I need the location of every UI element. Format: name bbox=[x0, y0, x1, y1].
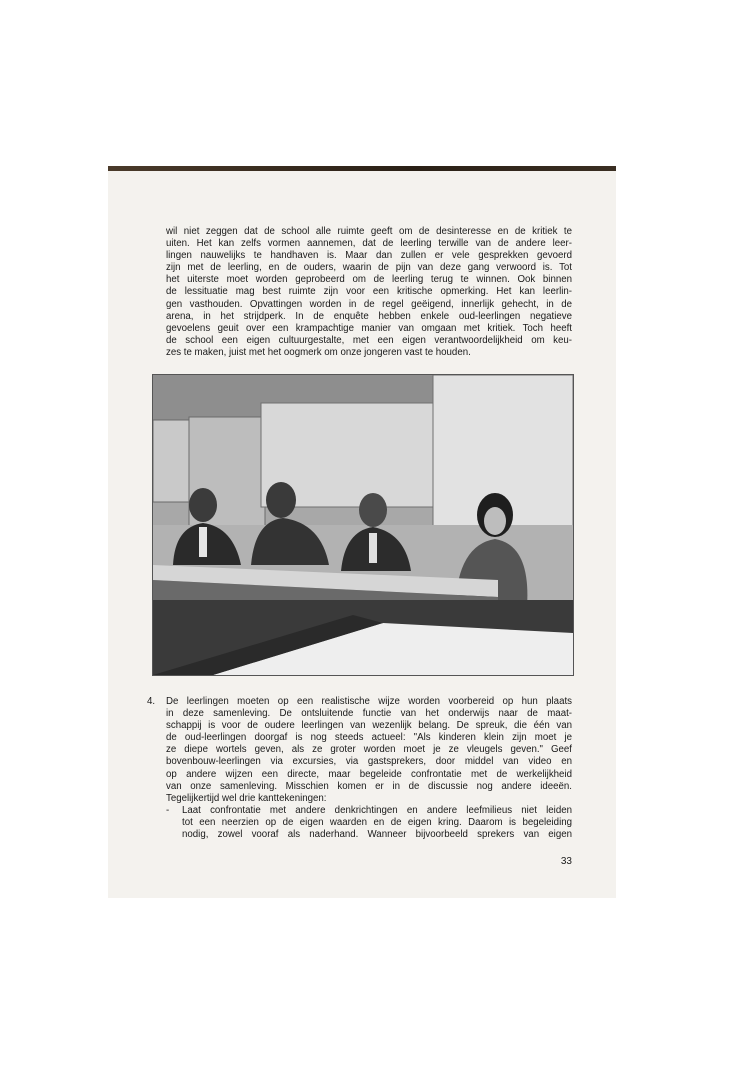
page-number: 33 bbox=[560, 856, 572, 867]
sub-list-marker: - bbox=[166, 804, 170, 816]
sub-list-body bbox=[182, 805, 572, 841]
meeting-photo bbox=[152, 374, 574, 676]
text-line: nodig, zowel vooraf als naderhand. Wanneer bijvoorbeeld sprekers van eigen bbox=[182, 829, 572, 841]
text-line: arena, in het strijdperk. In de enquête hebben enkele oud-leerlingen negatieve bbox=[166, 310, 572, 322]
text-line: gevoelens geuit over een krampachtige manier van omgaan met kritiek. Toch heeft bbox=[166, 322, 572, 334]
text-line: zes te maken, juist met het oogmerk om onze jongeren vast te houden. bbox=[166, 346, 471, 358]
text-line: ze diepe wortels geven, als ze groter worden moet je ze vleugels geven." Geef bbox=[166, 744, 572, 756]
text-line: gen vasthouden. Opvattingen worden in de regel geëigend, innerlijk gehecht, in de bbox=[166, 298, 572, 310]
text-line: lingen nauwelijks te handhaven is. Maar dan zullen er vele gesprekken gevoerd bbox=[166, 250, 572, 262]
text-line: uiten. Het kan zelfs vormen aannemen, dat de leerling terwille van de andere leer- bbox=[166, 238, 572, 250]
meeting-photo-illustration bbox=[153, 375, 573, 675]
text-line: tot een neerzien op de eigen waarden en de eigen kring. Daarom is begeleiding bbox=[182, 816, 572, 828]
text-line: in deze samenleving. De ontsluitende functie van het onderwijs naar de maat- bbox=[166, 708, 572, 720]
list-marker: 4. bbox=[147, 696, 156, 707]
text-line: de school een eigen cultuurgestalte, met een eigen verantwoordelijkheid om keu- bbox=[166, 334, 572, 346]
text-line: wil niet zeggen dat de school alle ruimte geeft om de desinteresse en de kritiek te bbox=[166, 226, 572, 237]
sub-list-item bbox=[166, 805, 572, 841]
paragraph-1 bbox=[166, 226, 572, 359]
top-rule bbox=[108, 166, 616, 171]
text-line: bovenbouw-leerlingen via excursies, via gastsprekers, door middel van video en bbox=[166, 756, 572, 768]
text-line: Laat confrontatie met andere denkrichtingen en andere leefmilieus niet leiden bbox=[182, 804, 572, 816]
text-line: De leerlingen moeten op een realistische wijze worden voorbereid op hun plaats bbox=[166, 696, 572, 707]
text-line: van onze samenleving. Misschien komen er in de discussie nog andere ideeën. bbox=[166, 780, 572, 792]
text-line: schappij is voor de oudere leerlingen van wezenlijk belang. De spreuk, die één van bbox=[166, 720, 572, 732]
text-line: Tegelijkertijd wel drie kanttekeningen: bbox=[166, 792, 327, 804]
list-item-body bbox=[166, 696, 572, 841]
text-line: de lessituatie mag best ruimte zijn voor een kritische opmerking. Het kan leerlin- bbox=[166, 286, 572, 298]
text-line: de oud-leerlingen doorgaf is nog steeds actueel: "Als kinderen klein zijn moet je bbox=[166, 732, 572, 744]
text-line: op andere wijzen een directe, maar begeleide confrontatie met de werkelijkheid bbox=[166, 768, 572, 780]
text-line: zijn met de leerling, en de ouders, waarin de pijn van deze gang verwoord is. Tot bbox=[166, 262, 572, 274]
text-line: het uiterste moet worden geprobeerd om de leerling terug te winnen. Ook binnen bbox=[166, 274, 572, 286]
